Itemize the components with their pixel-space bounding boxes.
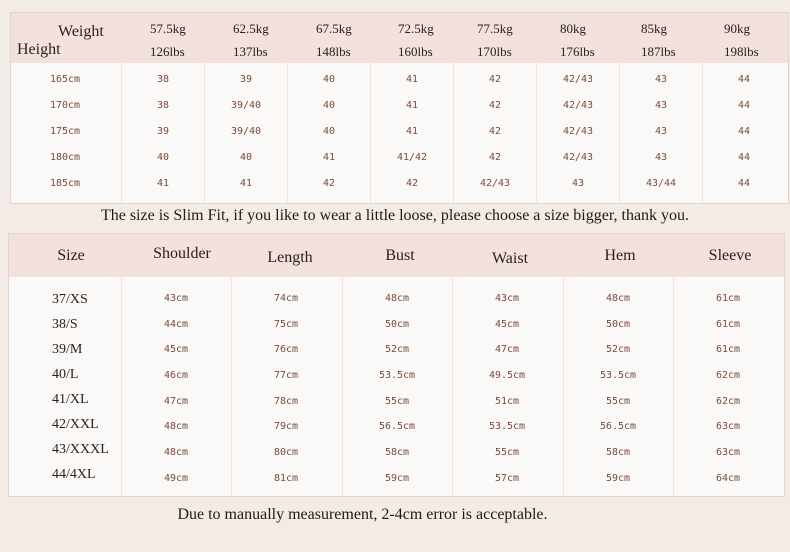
size-cell: 40 — [239, 152, 253, 163]
weight-column-header — [635, 13, 717, 63]
size-label-column — [52, 287, 109, 487]
size-cell: 40 — [322, 100, 336, 111]
weight-kg: 85kg — [641, 21, 667, 36]
size-label: 39/M — [52, 342, 83, 357]
weight-column-header — [144, 13, 226, 63]
size-cell: 41/42 — [396, 152, 428, 163]
size-cell: 39 — [239, 74, 253, 85]
size-cell: 42 — [488, 74, 502, 85]
weight-column-header — [718, 13, 790, 63]
size-cell: 39/40 — [230, 126, 262, 137]
size-cell: 43 — [571, 178, 585, 189]
waist-value: 51cm — [494, 395, 520, 407]
size-cell: 43 — [654, 74, 668, 85]
hem-value: 48cm — [605, 293, 631, 304]
hem-value: 58cm — [605, 447, 631, 459]
length-value: 79cm — [273, 421, 299, 433]
shoulder-value: 48cm — [163, 447, 189, 459]
shoulder-value: 45cm — [163, 344, 189, 356]
weight-kg: 90kg — [724, 21, 750, 36]
weight-kg: 57.5kg — [150, 21, 186, 36]
size-cell: 41 — [405, 126, 419, 137]
shoulder-value: 44cm — [163, 318, 189, 330]
weight-column-header — [471, 13, 553, 63]
bust-value: 50cm — [384, 318, 410, 330]
length-value: 81cm — [273, 472, 299, 484]
sleeve-value: 62cm — [715, 370, 741, 382]
shoulder-value: 49cm — [163, 472, 189, 484]
bust-value: 56.5cm — [378, 421, 416, 433]
size-cell: 42/43 — [562, 126, 594, 137]
hem-value: 50cm — [605, 318, 631, 330]
length-value: 75cm — [273, 318, 299, 330]
size-cell: 43/44 — [645, 178, 677, 189]
waist-value: 43cm — [494, 293, 520, 304]
weight-kg: 62.5kg — [233, 21, 269, 36]
weight-kg: 72.5kg — [398, 21, 434, 36]
weight-column-header — [392, 13, 474, 63]
size-cell: 44 — [737, 152, 751, 163]
size-label: 38/S — [52, 317, 78, 332]
weight-lbs: 170lbs — [477, 44, 512, 59]
height-cell: 180cm — [49, 152, 81, 163]
waist-column — [452, 286, 562, 492]
header-hem: Hem — [604, 247, 636, 264]
sleeve-value: 63cm — [715, 421, 741, 433]
height-corner-label: Height — [17, 41, 61, 58]
weight-header-row — [11, 13, 788, 63]
sleeve-value: 61cm — [715, 318, 741, 330]
table-row — [11, 145, 788, 171]
size-cell: 44 — [737, 100, 751, 111]
sleeve-value: 61cm — [715, 344, 741, 356]
size-cell: 42 — [488, 126, 502, 137]
waist-value: 45cm — [494, 318, 520, 330]
weight-corner-label: Weight — [58, 23, 104, 40]
table-row — [11, 93, 788, 119]
height-cell: 165cm — [49, 74, 81, 85]
length-value: 80cm — [273, 447, 299, 459]
shoulder-value: 43cm — [163, 293, 189, 304]
size-cell: 41 — [405, 74, 419, 85]
bust-value: 55cm — [384, 395, 410, 407]
weight-lbs: 176lbs — [560, 44, 595, 59]
size-cell: 40 — [322, 74, 336, 85]
header-length: Length — [267, 249, 313, 266]
length-column — [231, 286, 341, 492]
weight-kg: 77.5kg — [477, 21, 513, 36]
size-label: 43/XXXL — [52, 442, 109, 457]
sleeve-column — [673, 286, 783, 492]
table-row — [11, 171, 788, 197]
size-cell: 40 — [156, 152, 170, 163]
length-value: 74cm — [273, 293, 299, 304]
hem-value: 53.5cm — [599, 370, 637, 382]
shoulder-column — [121, 286, 231, 492]
size-cell: 41 — [156, 178, 170, 189]
size-cell: 42/43 — [562, 100, 594, 111]
bust-column — [342, 286, 452, 492]
header-waist: Waist — [491, 250, 529, 267]
bust-value: 48cm — [384, 293, 410, 304]
shoulder-value: 48cm — [163, 421, 189, 433]
height-cell: 185cm — [49, 178, 81, 189]
size-cell: 42 — [488, 152, 502, 163]
height-weight-table — [10, 12, 789, 204]
size-cell: 39/40 — [230, 100, 262, 111]
weight-kg: 67.5kg — [316, 21, 352, 36]
size-cell: 41 — [239, 178, 253, 189]
table-row — [11, 119, 788, 145]
weight-lbs: 187lbs — [641, 44, 676, 59]
size-cell: 42 — [322, 178, 336, 189]
size-label: 44/4XL — [52, 467, 96, 482]
hem-value: 56.5cm — [599, 421, 637, 433]
bust-value: 53.5cm — [378, 370, 416, 382]
height-cell: 170cm — [49, 100, 81, 111]
weight-column-header — [554, 13, 636, 63]
size-cell: 41 — [405, 100, 419, 111]
weight-lbs: 126lbs — [150, 44, 185, 59]
size-cell: 40 — [322, 126, 336, 137]
sleeve-value: 62cm — [715, 395, 741, 407]
length-value: 78cm — [273, 395, 299, 407]
hem-value: 52cm — [605, 344, 631, 356]
size-cell: 42/43 — [562, 152, 594, 163]
bust-value: 58cm — [384, 447, 410, 459]
weight-column-header — [310, 13, 392, 63]
waist-value: 53.5cm — [488, 421, 526, 433]
size-cell: 42 — [405, 178, 419, 189]
hem-value: 59cm — [605, 472, 631, 484]
measurement-error-note: Due to manually measurement, 2-4cm error is acceptable. — [177, 506, 548, 523]
shoulder-value: 47cm — [163, 395, 189, 407]
size-cell: 42/43 — [479, 178, 511, 189]
weight-lbs: 137lbs — [233, 44, 268, 59]
header-shoulder: Shoulder — [153, 245, 211, 262]
sleeve-value: 64cm — [715, 472, 741, 484]
size-cell: 39 — [156, 126, 170, 137]
size-cell: 44 — [737, 126, 751, 137]
waist-value: 47cm — [494, 344, 520, 356]
length-value: 76cm — [273, 344, 299, 356]
size-cell: 38 — [156, 74, 170, 85]
size-cell: 43 — [654, 152, 668, 163]
size-label: 37/XS — [52, 292, 88, 307]
header-sleeve: Sleeve — [708, 247, 752, 264]
waist-value: 49.5cm — [488, 370, 526, 382]
header-size: Size — [57, 247, 85, 264]
size-cell: 38 — [156, 100, 170, 111]
size-cell: 43 — [654, 126, 668, 137]
weight-lbs: 160lbs — [398, 44, 433, 59]
size-label: 42/XXL — [52, 417, 99, 432]
size-cell: 42/43 — [562, 74, 594, 85]
bust-value: 52cm — [384, 344, 410, 356]
waist-value: 57cm — [494, 472, 520, 484]
bust-value: 59cm — [384, 472, 410, 484]
waist-value: 55cm — [494, 447, 520, 459]
size-cell: 43 — [654, 100, 668, 111]
sleeve-value: 61cm — [715, 293, 741, 304]
sleeve-value: 63cm — [715, 447, 741, 459]
measurement-header-row — [9, 234, 784, 277]
weight-kg: 80kg — [560, 21, 586, 36]
weight-lbs: 198lbs — [724, 44, 759, 59]
weight-column-header — [227, 13, 309, 63]
size-cell: 41 — [322, 152, 336, 163]
size-cell: 44 — [737, 74, 751, 85]
hem-column — [563, 286, 673, 492]
size-cell: 42 — [488, 100, 502, 111]
size-cell: 44 — [737, 178, 751, 189]
hem-value: 55cm — [605, 395, 631, 407]
size-label: 41/XL — [52, 392, 89, 407]
size-label: 40/L — [52, 367, 79, 382]
slim-fit-note: The size is Slim Fit, if you like to wear a little loose, please choose a size bigger, thank you. — [100, 207, 690, 224]
table-row — [11, 67, 788, 93]
header-bust: Bust — [385, 247, 415, 264]
shoulder-value: 46cm — [163, 370, 189, 382]
weight-lbs: 148lbs — [316, 44, 351, 59]
height-cell: 175cm — [49, 126, 81, 137]
length-value: 77cm — [273, 370, 299, 382]
